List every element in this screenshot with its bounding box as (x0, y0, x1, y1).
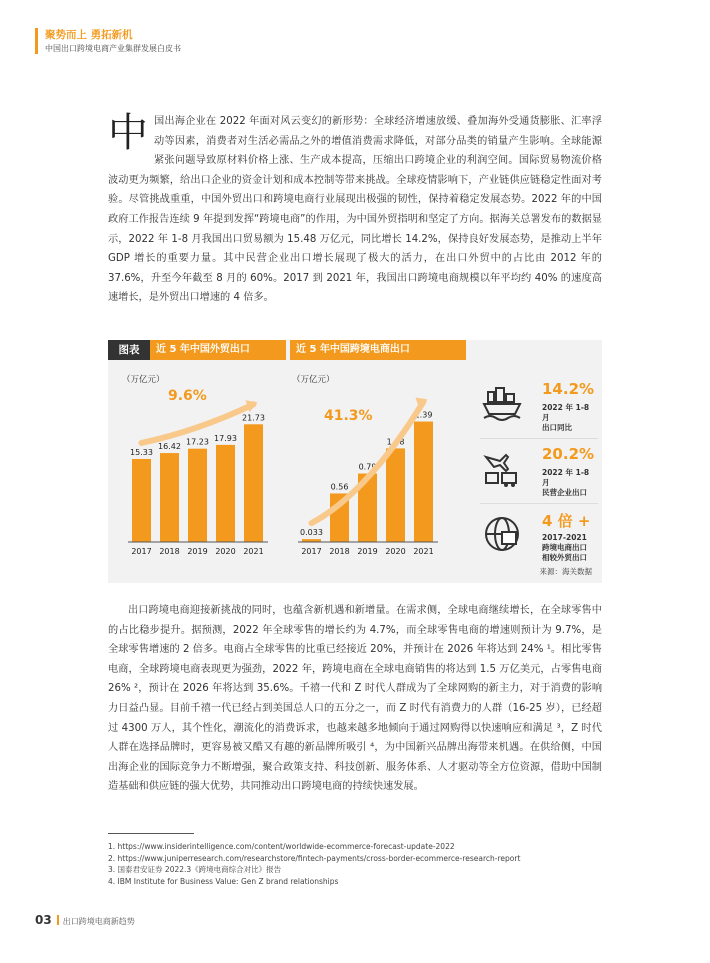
data-label: 1.39 (414, 410, 433, 420)
page-footer (35, 913, 135, 927)
body-paragraph: 出口跨境电商迎接新挑战的同时，也蕴含新机遇和新增量。在需求侧，全球电商继续增长，在全球零售中的占比稳步提升。据预测，2022 年全球零售的增长约为 4.7%，而全球零售电商的增速则预计为 9.7%，是全球零售增速的 2 倍多。电商占全球零售的比重已经接近 20%，并预计在 2026 年将达到 24% ¹。相比零售电商，全球跨境电商表现更为强劲，2022 年，跨境电商在全球电商销售的将达到 1.5 万亿美元，占零售电商 26% ²，预计在 2026 年将达到 35.6%。千禧一代和 Z 时代人群成为了全球网购的新主力，对于消费的影响力日益凸显。目前千禧一代已经占到美国总人口的五分之一，而 Z 时代有消费力的人群（16-25 岁），已经超过 4300 万人，其个性化，潮流化的消费诉求，也越来越多地倾向于通过网购得以快速响应和满足 ³，Z 时代人群在选择品牌时，更容易被又酷又有趣的新品牌所吸引 ⁴，为中国新兴品牌出海带来机遇。在供给侧，中国出海企业的国际竞争力不断增强，聚合政策支持、科技创新、服务体系、人才驱动等全方位资源，借助中国制造基础和供应链的强大优势，共同推动出口跨境电商的持续快速发展。 (108, 605, 602, 793)
page-number: 03 (35, 913, 52, 927)
footnote: 4. IBM Institute for Business Value: Gen Z brand relationships (108, 876, 339, 886)
bar (386, 448, 405, 542)
category-label: 2018 (329, 547, 350, 556)
category-label: 2021 (413, 547, 434, 556)
data-label: 17.23 (186, 437, 209, 447)
data-label: 1.08 (386, 437, 405, 447)
chart-trade-export (118, 370, 278, 565)
intro-text: 国出海企业在 2022 年面对风云变幻的新形势：全球经济增速放缓、叠加海外受通货膨胀、汇率浮动等因素，消费者对生活必需品之外的增值消费需求降低，对部分品类的销量产生影响。全球能源紧张问题导致原材料价格上涨、生产成本提高，压缩出口跨境企业的利润空间。国际贸易物流价格波动更为频繁，给出口企业的资金计划和成本控制等带来挑战。全球疫情影响下，产业链供应链稳定性面对考验。尽管挑战重重，中国外贸出口和跨境电商行业展现出极强的韧性，保持着稳定发展态势。2022 年的中国政府工作报告连续 9 年提到发挥“跨境电商”的作用，为中国外贸指明和坚定了方向。据海关总署发布的数据显示，2022 年 1-8 月我国出口贸易额为 15.48 万亿元，同比增长 14.2%，保持良好发展态势，是推动上半年 GDP 增长的重要力量。其中民营企业出口增长展现了极大的活力，在出口外贸中的占比由 2012 年的 37.6%，升至今年截至 8 月的 60%。2017 到 2021 年，我国出口跨境电商规模以年平均约 40% 的速度高速增长，是外贸出口增速的 4 倍多。 (108, 116, 602, 304)
stat-desc: 2022 年 1-8 月 出口同比 (542, 403, 590, 432)
category-label: 2017 (131, 547, 152, 556)
drop-cap: 中 (108, 110, 148, 156)
y-axis-unit: （万亿元） (122, 375, 165, 385)
category-label: 2021 (243, 547, 264, 556)
bar (132, 459, 151, 542)
ship-icon (482, 384, 522, 424)
category-label: 2020 (385, 547, 406, 556)
globe-icon (482, 514, 522, 554)
stat-value: 20.2% (542, 445, 595, 463)
header-subtitle: 中国出口跨境电商产业集群发展白皮书 (45, 44, 181, 53)
chart2-title: 近 5 年中国跨境电商出口 (290, 340, 466, 360)
footnote: 2. https://www.juniperresearch.com/researchstore/fintech-payments/cross-border-ecommerce-research-report (108, 853, 521, 863)
footnote: 3. 国泰君安证券 2022.3《跨境电商综合对比》报告 (108, 865, 282, 874)
category-label: 2019 (187, 547, 208, 556)
stat-private-export (480, 445, 598, 504)
data-label: 15.33 (130, 447, 153, 457)
figure-panel (108, 340, 602, 583)
growth-rate-label: 41.3% (324, 408, 373, 424)
chart1-title: 近 5 年中国外贸出口 (150, 340, 286, 360)
figure-tag: 图表 (108, 340, 150, 360)
stat-value: 4 倍 + (542, 512, 591, 530)
intro-paragraph (108, 112, 602, 308)
running-header (35, 28, 181, 54)
y-axis-unit: （万亿元） (292, 375, 335, 385)
footnote-rule (108, 833, 194, 834)
stat-desc: 2022 年 1-8 月 民营企业出口 (542, 468, 590, 497)
stats-column (480, 380, 598, 568)
header-title: 聚势而上 勇拓新机 (45, 29, 133, 41)
footnotes (108, 841, 520, 887)
figure-source: 来源：海关数据 (539, 567, 592, 576)
growth-rate-label: 9.6% (168, 388, 207, 404)
category-label: 2017 (301, 547, 322, 556)
data-label: 0.79 (358, 462, 377, 472)
category-label: 2019 (357, 547, 378, 556)
stat-desc: 2017-2021 跨境电商出口 相较外贸出口 (542, 533, 587, 562)
bar (160, 453, 179, 542)
data-label: 0.033 (300, 528, 323, 538)
data-label: 17.93 (214, 433, 237, 443)
stat-multiple (480, 510, 598, 568)
bar (414, 422, 433, 542)
bar (244, 424, 263, 542)
trade-icon (482, 449, 522, 489)
stat-value: 14.2% (542, 380, 595, 398)
bar (188, 449, 207, 542)
bar (216, 445, 235, 542)
footer-label: 出口跨境电商新趋势 (62, 917, 135, 926)
footnote: 1. https://www.insiderintelligence.com/content/worldwide-ecommerce-forecast-update-2022 (108, 842, 455, 851)
data-label: 21.73 (242, 413, 265, 423)
category-label: 2020 (215, 547, 236, 556)
data-label: 0.56 (330, 482, 349, 492)
stat-export-growth (480, 380, 598, 439)
category-label: 2018 (159, 547, 180, 556)
data-label: 16.42 (158, 442, 181, 452)
chart-ecommerce-export (288, 370, 458, 565)
